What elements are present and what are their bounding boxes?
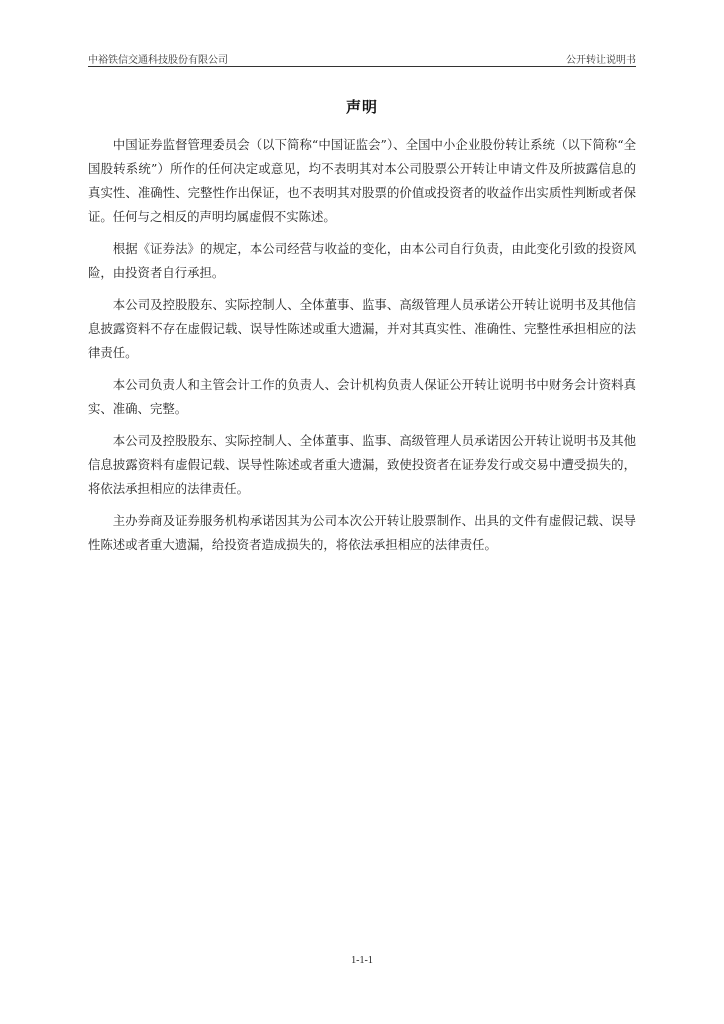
declaration-body <box>88 133 636 565</box>
page-title: 声明 <box>345 98 378 116</box>
paragraph-csrc-disclaimer: 中国证券监督管理委员会（以下简称“中国证监会”）、全国中小企业股份转让系统（以下简称“全国股转系统”）所作的任何决定或意见，均不表明其对本公司股票公开转让申请文件及所披露信息的真实性、准确性、完整性作出保证，也不表明其对股票的价值或投资者的收益作出实质性判断或者保证。任何与之相反的声明均属虚假不实陈述。 <box>88 137 636 224</box>
header-document-title: 公开转让说明书 <box>566 55 636 66</box>
paragraph-liability-commitment: 本公司及控股股东、实际控制人、全体董事、监事、高级管理人员承诺因公开转让说明书及其他信息披露资料有虚假记载、误导性陈述或者重大遗漏，致使投资者在证券发行或交易中遭受损失的，将依法承担相应的法律责任。 <box>88 433 636 496</box>
page-header <box>88 50 636 67</box>
paragraph-financial-guarantee: 本公司负责人和主管会计工作的负责人、会计机构负责人保证公开转让说明书中财务会计资料真实、准确、完整。 <box>88 377 636 416</box>
paragraph-broker-commitment: 主办券商及证券服务机构承诺因其为公司本次公开转让股票制作、出具的文件有虚假记载、误导性陈述或者重大遗漏，给投资者造成损失的，将依法承担相应的法律责任。 <box>88 513 636 552</box>
page-number: 1-1-1 <box>351 955 373 966</box>
header-company-name: 中裕铁信交通科技股份有限公司 <box>88 55 228 66</box>
paragraph-disclosure-commitment: 本公司及控股股东、实际控制人、全体董事、监事、高级管理人员承诺公开转让说明书及其他信息披露资料不存在虚假记载、误导性陈述或重大遗漏，并对其真实性、准确性、完整性承担相应的法律责任。 <box>88 297 636 360</box>
paragraph-investment-risk: 根据《证券法》的规定，本公司经营与收益的变化，由本公司自行负责，由此变化引致的投资风险，由投资者自行承担。 <box>88 241 636 280</box>
